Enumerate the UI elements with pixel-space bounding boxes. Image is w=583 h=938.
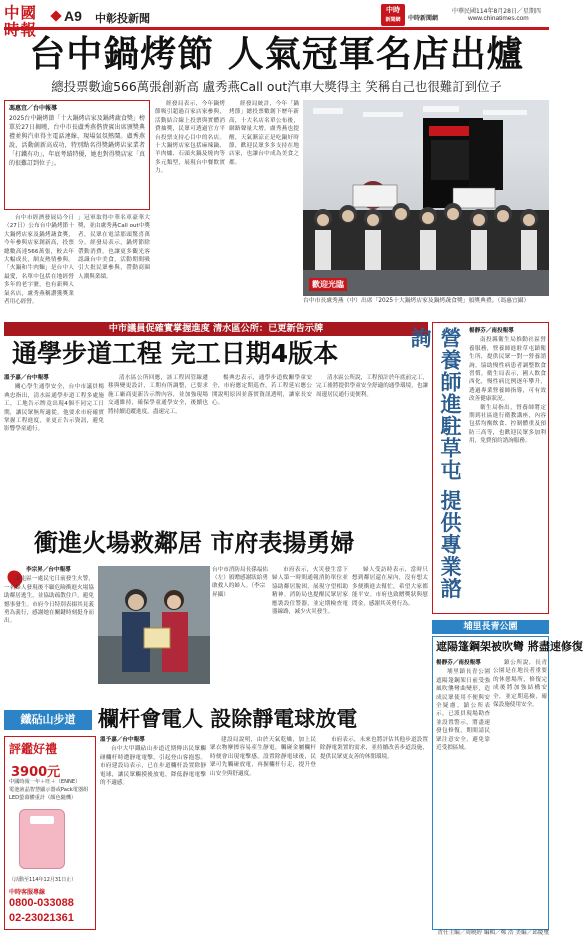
lead-col-3-text: 經發局表示，今年鍋烤節吸引超過百家店家參與，活動結合線上投票與實體消費抽獎，民眾可透過官方平台投票支持心目中的名店。十大鍋烤店家包括麻辣鍋、羊肉爐、石頭火鍋及燒肉等多元類型，展現台中餐飲實力。: [155, 101, 225, 175]
ad-phone-2[interactable]: 02-23021361: [9, 912, 74, 924]
lead-col-2: [78, 214, 150, 310]
story2-col-1: [4, 374, 104, 526]
story3-byline: 李宗昇／台中報導: [26, 567, 71, 573]
page-number-text: A9: [64, 8, 82, 24]
story3-col-3-text: 婦人受訪時表示，當時只想到鄰居還在屋內，沒有想太多便衝進去幫忙，希望大家都能平安。市府也致贈獎狀與慰問金，感謝其英勇行為。: [352, 567, 428, 607]
lead-photo-caption: [303, 297, 549, 315]
sidebar1-body-text-2: 衛生局指出，營養師將定期到社區進行衛教講座，內容包括均衡飲食、控制體重及預防三高等，也歡迎民眾多加利用，免費預約諮詢服務。: [469, 404, 546, 445]
story3-col-2: [272, 566, 348, 686]
lead-col-4-text: 經發局統計，今年「鍋烤節」總投票數創下歷年新高，十大名店名單公布後，網路聲量大增。盧秀燕也提醒，天氣漸涼正是吃鍋好時節，歡迎民眾多多支持在地店家，也讓台中成為美食之都。: [229, 101, 299, 166]
newspaper-logo: 中國: [4, 3, 38, 22]
lead-photo-image: [303, 100, 549, 296]
lead-subheadline: 總投票數逾566萬張創新高 盧秀燕Call out汽車大獎得主 笑稱自己也很難訂到位子: [51, 79, 502, 94]
photo-label: 歡迎光臨: [309, 278, 347, 291]
lead-intro-text: 2025台中鍋烤節「十大鍋烤店家及鍋烤蔬食獎」榜單於27日揭曉，台中市長盧秀燕偕貴賓出席頒獎典禮並與汽車得主電話連線，現場氣氛熱鬧。盧秀燕說，活動創新高成功，特別點名得獎鍋烤店家業者「打鐵有功」，年底考績特優，她也對得獎店家「真的很難訂到位子」。: [9, 115, 145, 167]
story4-headline: 欄杆會電人 設除靜電球放電: [98, 707, 358, 731]
website-url[interactable]: www.chinatimes.com: [468, 15, 529, 22]
ad-phone-1[interactable]: 0800-033088: [9, 897, 74, 909]
story3-col-1-text: 南屯區一處民宅日前發生火警，一名婦人發現後不顧危險衝進火場協助鄰居逃生，並協助疏散住戶，避免憾事發生。市府今日特別表揚其見義勇為義行，感謝她在關鍵時刻挺身而出。: [4, 576, 94, 625]
sidebar-shade-box: [432, 636, 583, 930]
story3-col-2-text: 市府表示，火災發生當下婦人第一時間通報消防單位並協助鄰居脫困，展現守望相助精神。消防局也提醒民眾居家應裝設住警器，並定期檢查電器線路，減少火災發生。: [272, 567, 348, 616]
diamond-icon: [50, 10, 61, 21]
ad-phone-label: 中時客服專線: [9, 889, 46, 896]
story4-col-3-text: 市府表示，未來也將評估其他步道設置除靜電裝置的需求，並持續改善步道設施，提供民眾更友善的休閒環境。: [320, 737, 428, 760]
sidebar2-body-text-2: 鎮公所說，長青公園是在地長者重要的休憩場所，修復完成後將加強結構安全，並定期巡檢，確保設施使用安全。: [493, 660, 547, 709]
lead-col-1-text: 台中市經濟發展局今日（27日）公布台中鍋烤節十大鍋烤店家及鍋烤蔬食獎，今年參與店家創新高，投票總數高達566萬張，較去年大幅成長，網友熱情參與。「火鍋和牛肉麵」是台中人最愛，名單中包括在地經營多年的老字號，也有新興人氣名店，盧秀燕稱讚獲獎業者用心經營。: [4, 215, 74, 306]
sidebar2-col-1: [436, 659, 490, 925]
publisher-logo-sub: 新聞網: [385, 17, 401, 23]
story3-col-3: [352, 566, 428, 686]
sidebar2-headline: 遮陽篷鋼架被吹彎 將盡速修復: [436, 640, 583, 653]
story4-col-2: [210, 736, 316, 930]
story2-col-1-text: 關心學生通學安全，台中市議員楊典忠指出，清水區通學步道工程多處施工，工地告示牌竟出現4個不同完工日期，讓民眾無所適從。他要求市府確實掌握工程進度，並更正告示資訊，避免影響學童通行。: [4, 384, 104, 433]
lead-headline: 台中鍋烤節 人氣冠軍名店出爐: [29, 34, 524, 75]
story2-col-3: [212, 374, 312, 526]
lead-col-3: [155, 100, 225, 310]
story4-kicker: 鐵砧山步道: [4, 710, 92, 730]
story3-photo-caption: [212, 566, 268, 676]
story2-col-3-text: 楊典忠表示，通學步道攸關學童安全，市府應定期巡查，若工程延宕應公開說明原因並落實資訊透明，讓家長安心。: [212, 375, 312, 407]
lead-intro-box: [4, 100, 150, 210]
story2-kicker: 中市議員促確實掌握進度 清水區公所：已更新告示牌: [4, 322, 428, 336]
sidebar-vertical-headline: 營養師進駐草屯 提供專業諮詢: [408, 327, 462, 600]
story2-col-4: [316, 374, 428, 526]
sidebar2-body-text: 埔里鎮長青公園遮陽篷鋼架日前受強風吹襲彎曲變形，造成民眾使用不便與安全疑慮。鎮公所表示，已派員現場勘查並設置警示，將盡速發包修復，期間請民眾注意安全，避免靠近受損區域。: [436, 669, 490, 752]
sidebar1-byline: 楊靜芬／南投報導: [469, 328, 514, 334]
scale-image: [19, 809, 65, 869]
story4-col-3: [320, 736, 428, 930]
sidebar2-byline: 楊靜芬／南投報導: [436, 660, 481, 666]
header-rule: [4, 27, 549, 30]
ad-title: 評鑑好禮: [9, 742, 58, 756]
story3-photo-image: [98, 566, 210, 684]
story3-col-1: [4, 566, 94, 686]
lead-photo: [303, 100, 549, 296]
story2-col-2-text: 清水區公所回應，該工程因管線遷移與變更設計，工期有所調整，已要求施工廠商更新告示牌內容，並加強現場交通維持，確保學童通學安全，後續也將持續追蹤進度，盡速完工。: [108, 375, 208, 415]
story4-col-1-text: 台中大甲鐵砧山步道近期傳出民眾觸碰欄杆時遭靜電電擊，引起登山客抱怨。市府建設局表示，已在步道欄杆設置除靜電球，讓民眾觸摸後放電，降低靜電電擊的不適感。: [100, 746, 206, 787]
publisher-logo: [381, 4, 405, 26]
lead-col-2-text: 」冠軍取得中華名車豪華大獎，並由盧秀燕Call out中獎者，民眾在電話那頭驚喜萬分。經發局表示，鍋烤節除帶動消費，也讓更多觀光客認識台中美食，活動期間吸引大批民眾參與，帶動商圈人潮與業績。: [78, 215, 150, 280]
lead-intro-byline: 馮惠宜／台中報導: [9, 105, 58, 112]
subscription-ad[interactable]: [4, 736, 96, 930]
section-name: 中彰投新聞: [95, 12, 150, 25]
story2-col-4-text: 清水區公所說，工程預計於年底前完工，完工後將提供學童安全舒適的通學環境，也讓周邊居民通行更便利。: [316, 375, 428, 398]
ad-line-1: 中國時報一年＋旺＋（ENNE）: [9, 779, 81, 785]
lead-col-1: [4, 214, 74, 310]
sidebar-nutritionist-box: [408, 322, 549, 614]
lead-photo-credit: （馮惠宜攝）: [497, 298, 530, 304]
page-number: [52, 8, 82, 24]
ad-price: 3900元: [11, 765, 61, 780]
sidebar2-kicker: 埔里長青公園: [432, 620, 549, 634]
lead-photo-caption-text: 台中市長盧秀燕（中）出席「2025十大鍋烤店家及鍋烤蔬食獎」頒獎典禮。: [303, 298, 498, 304]
story3-photo: [98, 566, 210, 684]
publisher-logo-text: 中時: [386, 6, 400, 14]
publisher-name: 中時新聞網: [408, 15, 439, 22]
story2-byline: 溫予嘉／台中報導: [4, 375, 49, 381]
sidebar1-body-text: 南投縣衛生局推動社區營養服務，營養師進駐草屯鎮衛生所，提供民眾一對一營養諮詢，協助慢性病患者調整飲食習慣。衛生局表示，國人飲食西化，慢性病比例逐年攀升，透過專業營養師指導，可有效改善健康狀況。: [469, 337, 546, 403]
lead-col-4: [229, 100, 299, 310]
sidebar1-body: [469, 327, 546, 611]
ad-line-2: 電池液晶智慧顯示器或Pack電器組: [9, 787, 89, 793]
ad-line-3: LED螢幕體重計（顏色隨機）: [9, 795, 77, 801]
story2-col-2: [108, 374, 208, 526]
story3-photo-caption-text: 台中市消防局長孫福佑（左）頒贈感謝狀給勇敢救人的婦人。: [212, 567, 268, 590]
story3-headline: 衝進火場救鄰居 市府表揚勇婦: [34, 529, 355, 557]
sidebar2-col-2: [493, 659, 547, 925]
ad-line-4: （活動至114年12月31日止）: [9, 877, 77, 883]
story4-byline: 溫予嘉／台中報導: [100, 737, 145, 743]
dateline: 中華民國114年8月28日／星期四: [452, 8, 541, 15]
page-credits: 責任主編／周曉婷 編輯／鄭 浩 美編／邱慶璽: [437, 930, 549, 936]
story4-col-2-text: 建設局說明，由於天氣乾燥，加上民眾衣物摩擦容易產生靜電，觸碰金屬欄杆時便會出現電擊感。設置除靜電球後，民眾可先觸碰放電，再握欄杆行走，提升登山安全與舒適度。: [210, 737, 316, 777]
story2-headline: 通學步道工程 完工日期4版本: [12, 339, 339, 368]
story3-photo-credit: （李宗昇攝）: [212, 583, 266, 598]
story4-col-1: [100, 736, 206, 930]
